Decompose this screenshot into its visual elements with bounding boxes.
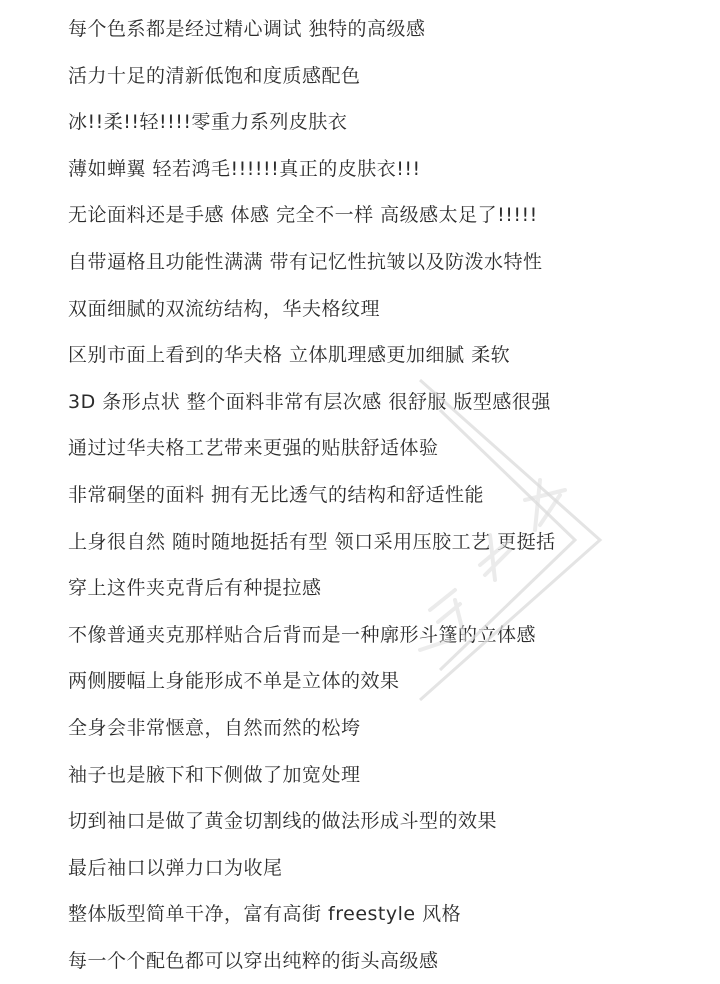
text-line: 最后袖口以弹力口为收尾 — [68, 856, 283, 879]
text-line: 切到袖口是做了黄金切割线的做法形成斗型的效果 — [68, 810, 498, 833]
text-line: 穿上这件夹克背后有种提拉感 — [68, 577, 322, 600]
text-line: 3D 条形点状 整个面料非常有层次感 很舒服 版型感很强 — [68, 390, 551, 413]
text-line: 整体版型简单干净，富有高街 freestyle 风格 — [68, 903, 462, 926]
text-line: 非常硐堡的面料 拥有无比透气的结构和舒适性能 — [68, 483, 485, 506]
text-line: 上身很自然 随时随地挺括有型 领口采用压胶工艺 更挺括 — [68, 530, 556, 553]
text-line: 活力十足的清新低饱和度质感配色 — [68, 64, 361, 87]
text-line: 薄如蝉翼 轻若鸿毛!!!!!!真正的皮肤衣!!! — [68, 157, 421, 180]
text-line: 不像普通夹克那样贴合后背而是一种廓形斗篷的立体感 — [68, 623, 537, 646]
text-line: 每一个个配色都可以穿出纯粹的街头高级感 — [68, 949, 439, 972]
text-line: 通过过华夫格工艺带来更强的贴肤舒适体验 — [68, 437, 439, 460]
text-line: 双面细腻的双流纺结构，华夫格纹理 — [68, 297, 381, 320]
text-line: 袖子也是腋下和下侧做了加宽处理 — [68, 763, 361, 786]
text-line: 每个色系都是经过精心调试 独特的高级感 — [68, 18, 426, 40]
text-line: 两侧腰幅上身能形成不单是立体的效果 — [68, 670, 400, 693]
text-line: 冰!!柔!!轻!!!!零重力系列皮肤衣 — [68, 111, 348, 134]
text-line: 无论面料还是手感 体感 完全不一样 高级感太足了!!!!! — [68, 204, 538, 227]
text-line: 全身会非常惬意，自然而然的松垮 — [68, 716, 361, 739]
text-lines — [68, 6, 708, 984]
text-line: 区别市面上看到的华夫格 立体肌理感更加细腻 柔软 — [68, 344, 511, 367]
text-line: 自带逼格且功能性满满 带有记忆性抗皱以及防泼水特性 — [68, 250, 543, 273]
